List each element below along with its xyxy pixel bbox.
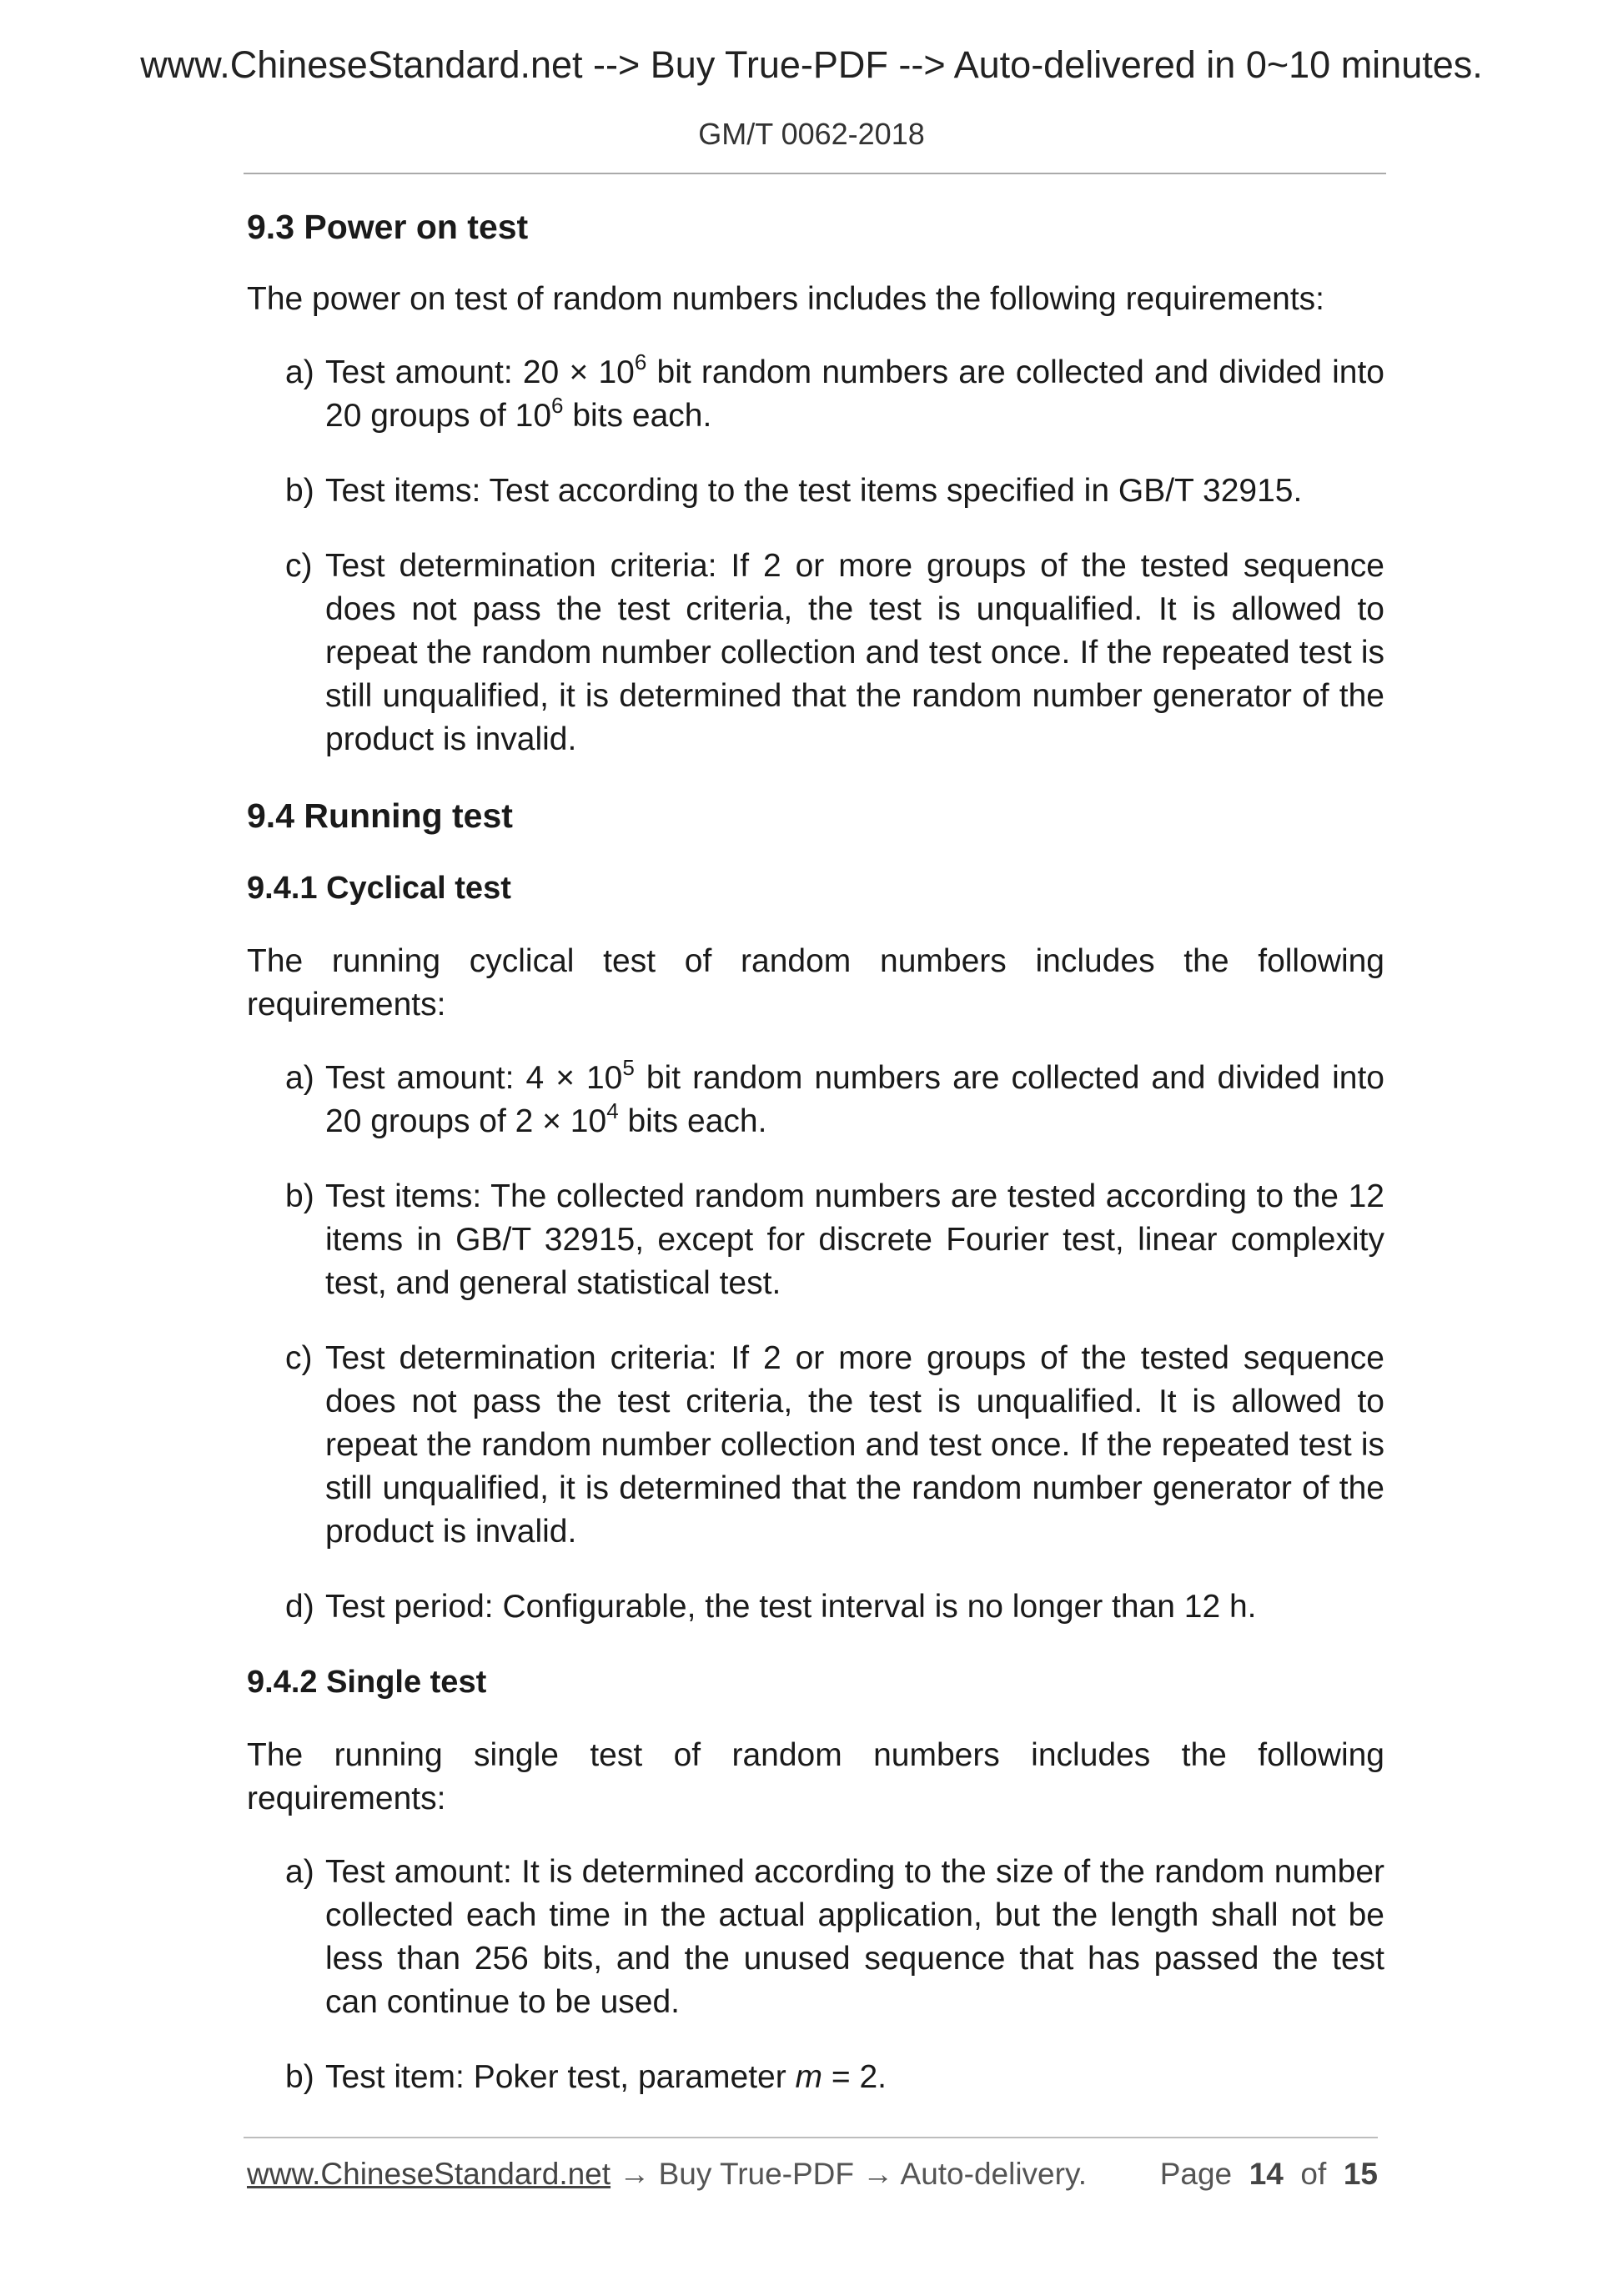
paragraph: The power on test of random numbers includes the following requirements: (247, 281, 1325, 317)
list-text: Test amount: $20 \times 10^6$ bit random numbers are collected and divided into 20 groups of $10^6$ bits each. (325, 349, 1384, 434)
list-item (285, 1585, 1384, 1629)
list-text: Test determination criteria: If 2 or more groups of the tested sequence does not pass the test criteria, the test is unqualified. It is allowed to repeat the random number collection and test once. If the repeated test is still unqualified, it is determined that the random number generator of the product is invalid. (325, 1340, 1384, 1550)
page-total: 15 (1343, 2157, 1378, 2191)
list-item (285, 1175, 1384, 1305)
list-text: Test period: Configurable, the test interval is no longer than 12 h. (325, 1589, 1257, 1625)
list-text: Test items: Test according to the test items specified in GB/T 32915. (325, 473, 1303, 509)
list-label: b) (285, 473, 314, 509)
list-label: a) (285, 1060, 314, 1096)
list-label: c) (285, 1340, 313, 1376)
list-item (285, 1337, 1384, 1554)
list-label: b) (285, 2059, 314, 2095)
paragraph: The running single test of random numbers includes the following requirements: (247, 1737, 1384, 1816)
section-heading-9-4: 9.4 Running test (247, 796, 513, 835)
list-label: b) (285, 1178, 314, 1214)
page-number: 14 (1249, 2157, 1284, 2191)
list-item (285, 2056, 1384, 2099)
list-label: d) (285, 1589, 314, 1625)
list-label: a) (285, 354, 314, 390)
header-divider (244, 173, 1386, 174)
page-indicator: Page 14 of 15 (1159, 2157, 1378, 2191)
list-text: Test items: The collected random numbers are tested according to the 12 items in GB/T 32915, except for discrete Fourier test, linear complexity test, and general statistical test. (325, 1178, 1384, 1301)
subsection-heading-9-4-2: 9.4.2 Single test (247, 1665, 487, 1700)
document-code: GM/T 0062-2018 (698, 117, 925, 151)
site-link[interactable]: www.ChineseStandard.net (247, 2157, 611, 2191)
subsection-heading-9-4-1: 9.4.1 Cyclical test (247, 871, 511, 906)
list-item (285, 545, 1384, 761)
list-label: a) (285, 1854, 314, 1890)
list-item (285, 470, 1384, 513)
list-item (285, 1057, 1384, 1143)
section-heading-9-3: 9.3 Power on test (247, 208, 529, 246)
list-text: Test item: Poker test, parameter m = 2. (325, 2059, 887, 2095)
list-text: Test amount: $4 \times 10^5$ bit random numbers are collected and divided into 20 groups of $2 \times 10^4$ bits each. (325, 1055, 1384, 1139)
footer-left: www.ChineseStandard.net → Buy True-PDF → Auto-delivery. (247, 2157, 1087, 2191)
list-item (285, 1851, 1384, 2024)
list-item (285, 351, 1384, 438)
list-text: Test determination criteria: If 2 or more groups of the tested sequence does not pass the test criteria, the test is unqualified. It is allowed to repeat the random number collection and test once. If the repeated test is still unqualified, it is determined that the random number generator of the product is invalid. (325, 548, 1384, 757)
document-body (247, 204, 1384, 2131)
list-text: Test amount: It is determined according to the size of the random number collected each time in the actual application, but the length shall not be less than 256 bits, and the unused sequence that has passed the test can continue to be used. (325, 1854, 1384, 2020)
list-label: c) (285, 548, 313, 584)
site-banner: www.ChineseStandard.net --> Buy True-PDF --> Auto-delivered in 0~10 minutes. (140, 43, 1483, 86)
paragraph: The running cyclical test of random numbers includes the following requirements: (247, 943, 1384, 1022)
page-footer (247, 2157, 1378, 2192)
footer-divider (244, 2137, 1378, 2138)
